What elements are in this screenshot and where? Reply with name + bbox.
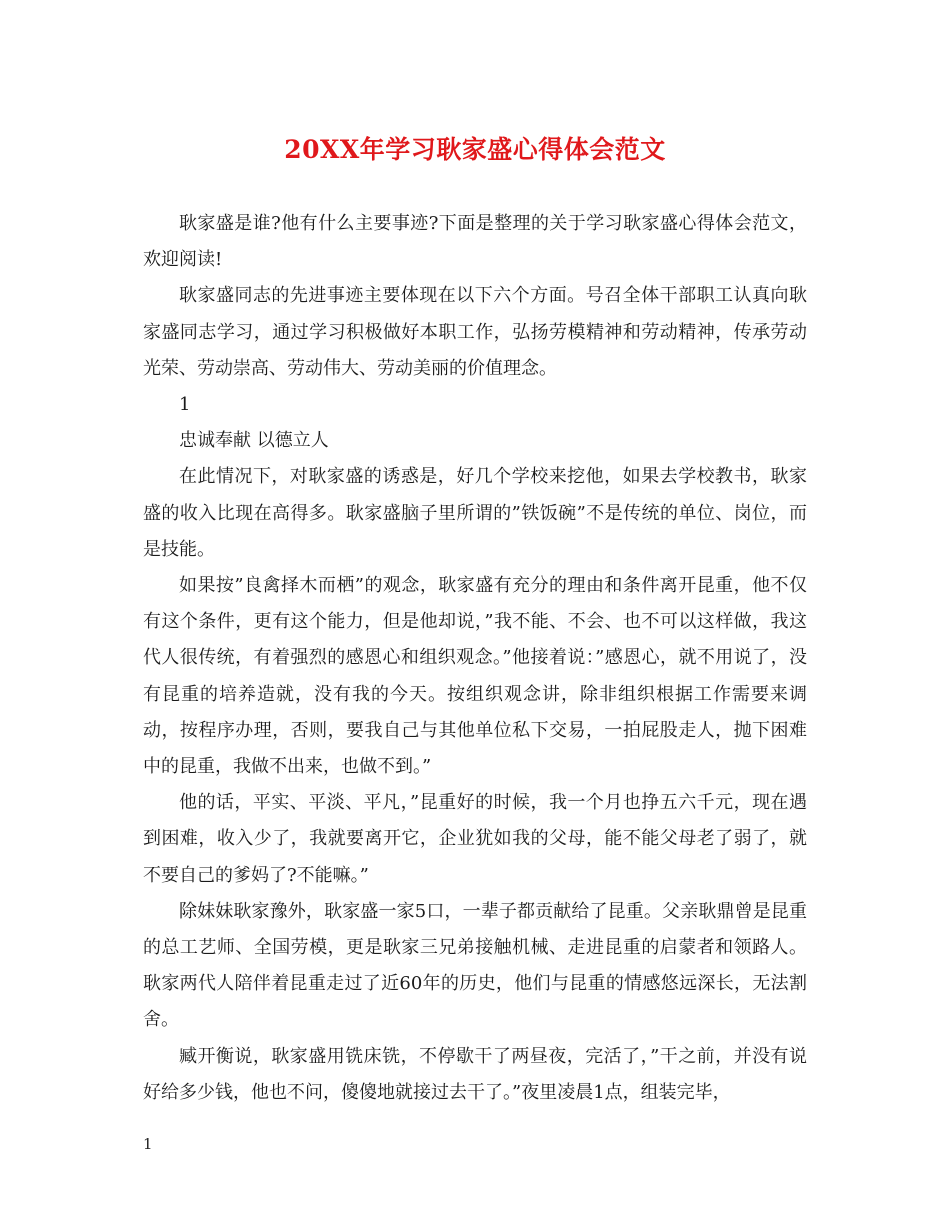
paragraph: 在此情况下，对耿家盛的诱惑是，好几个学校来挖他，如果去学校教书，耿家盛的收入比现在高得多。耿家盛脑子里所谓的”铁饭碗”不是传统的单位、岗位，而是技能。 [143,466,807,560]
paragraph: 他的话，平实、平淡、平凡，”昆重好的时候，我一个月也挣五六千元，现在遇到困难，收入少了，我就要离开它，企业犹如我的父母，能不能父母老了弱了，就不要自己的爹妈了?不能嘛。” [143,792,807,886]
document-title: 20XX年学习耿家盛心得体会范文 [284,135,666,164]
section-heading: 忠诚奉献 以德立人 [179,430,329,452]
document-body [143,206,807,1111]
paragraph-summary: 耿家盛同志的先进事迹主要体现在以下六个方面。号召全体干部职工认真向耿家盛同志学习，通过学习积极做好本职工作，弘扬劳模精神和劳动精神，传承劳动光荣、劳动崇高、劳动伟大、劳动美丽的价值理念。 [143,285,807,379]
section-number: 1 [179,394,191,416]
paragraph-intro: 耿家盛是谁?他有什么主要事迹?下面是整理的关于学习耿家盛心得体会范文，欢迎阅读! [143,213,807,271]
paragraph: 如果按”良禽择木而栖”的观念，耿家盛有充分的理由和条件离开昆重，他不仅有这个条件，更有这个能力，但是他却说，”我不能、不会、也不可以这样做，我这代人很传统，有着强烈的感恩心和组织观念。”他接着说：”感恩心，就不用说了，没有昆重的培养造就，没有我的今天。按组织观念讲，除非组织根据工作需要来调动，按程序办理，否则，要我自己与其他单位私下交易，一拍屁股走人，抛下困难中的昆重，我做不出来，也做不到。” [143,575,807,778]
paragraph: 除妹妹耿家豫外，耿家盛一家5口，一辈子都贡献给了昆重。父亲耿鼎曾是昆重的总工艺师、全国劳模，更是耿家三兄弟接触机械、走进昆重的启蒙者和领路人。耿家两代人陪伴着昆重走过了近60年的历史，他们与昆重的情感悠远深长，无法割舍。 [143,900,807,1031]
page-number: 1 [143,1135,153,1153]
paragraph: 臧开衡说，耿家盛用铣床铣，不停歇干了两昼夜，完活了，”干之前，并没有说好给多少钱，他也不问，傻傻地就接过去干了。”夜里凌晨1点，组装完毕， [143,1045,807,1103]
